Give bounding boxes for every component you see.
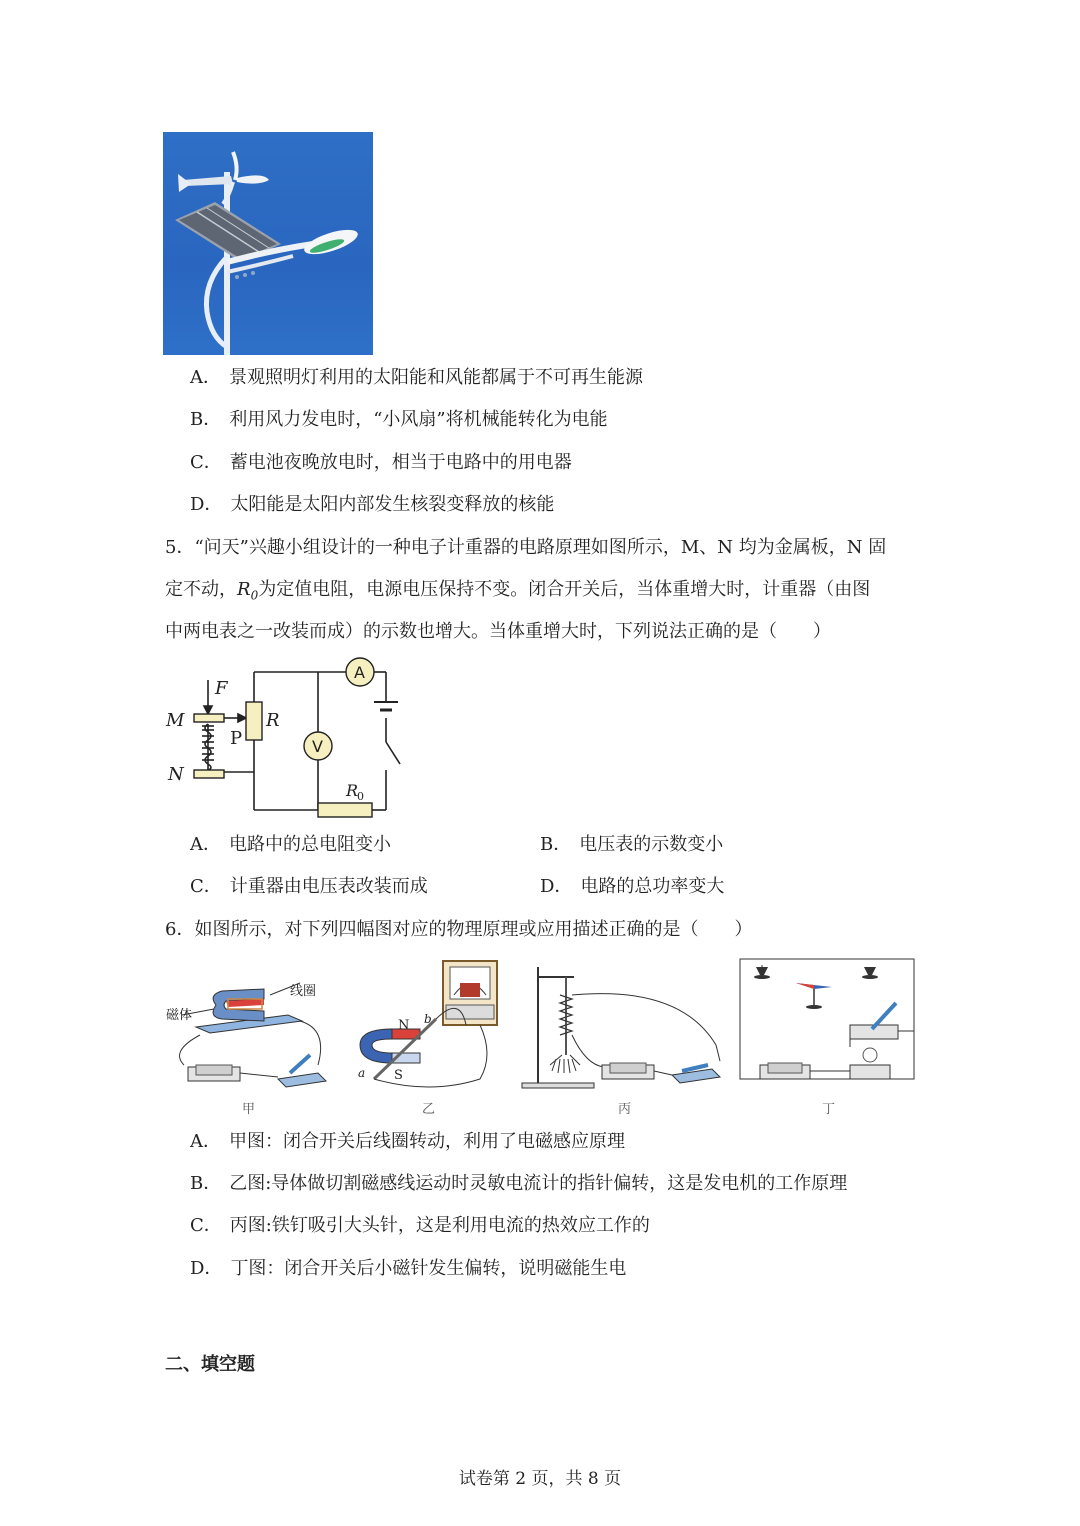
- q5-circuit-diagram: [160, 652, 420, 822]
- q4-option-b: [190, 408, 608, 432]
- panel-ding-label: 丁: [822, 1102, 836, 1117]
- resistor-r-label: R: [266, 710, 280, 731]
- option-key: A．: [190, 1131, 221, 1152]
- panel-yi: [358, 961, 497, 1117]
- q4-option-c: [190, 451, 572, 475]
- q6-option-d: [190, 1257, 626, 1281]
- q6-stem: 6．如图所示，对下列四幅图对应的物理原理或应用描述正确的是（ ）: [165, 919, 753, 940]
- page-footer: 试卷第 2 页，共 8 页: [458, 1469, 622, 1489]
- panel-jia-label: 甲: [242, 1102, 256, 1117]
- r0-subscript: 0: [250, 588, 259, 603]
- q5-option-b: [540, 833, 723, 857]
- q5-option-d: [540, 875, 724, 899]
- q6-option-b: [190, 1172, 847, 1196]
- option-text: 乙图:导体做切割磁感线运动时灵敏电流计的指针偏转，这是发电机的工作原理: [229, 1173, 848, 1194]
- panel-bing-label: 丙: [618, 1102, 632, 1117]
- coil-label: 线圈: [290, 984, 317, 999]
- slider-p-label: P: [230, 728, 243, 749]
- q5-stem-line1: 5．“问天”兴趣小组设计的一种电子计重器的电路原理如图所示，M、N 均为金属板，N 固: [165, 537, 887, 558]
- option-text: 景观照明灯利用的太阳能和风能都属于不可再生能源: [229, 367, 643, 388]
- option-key: D．: [190, 1258, 223, 1279]
- q6-four-panel-figure: [160, 955, 920, 1120]
- option-text: 电路的总功率变大: [580, 876, 725, 897]
- option-text: 丙图:铁钉吸引大头针，这是利用电流的热效应工作的: [229, 1215, 650, 1236]
- option-key: B．: [540, 834, 572, 855]
- option-text: 计重器由电压表改装而成: [229, 876, 428, 897]
- point-b-label: b: [424, 1012, 432, 1026]
- magnet-label: 磁体: [166, 1008, 193, 1023]
- voltmeter-label: V: [312, 737, 323, 756]
- stem-text: 为定值电阻，电源电压保持不变。闭合开关后，当体重增大时，计重器（由图: [258, 579, 871, 600]
- q5-option-a: [190, 833, 391, 857]
- resistor-r0-subscript: 0: [357, 790, 364, 803]
- point-a-label: a: [358, 1066, 366, 1080]
- option-key: A．: [190, 834, 221, 855]
- plate-m-label: M: [166, 710, 185, 731]
- option-key: A．: [190, 367, 221, 388]
- section-heading: 二、填空题: [165, 1354, 255, 1375]
- option-text: 丁图：闭合开关后小磁针发生偏转，说明磁能生电: [230, 1258, 627, 1279]
- panel-ding: [740, 959, 914, 1117]
- force-label: F: [215, 678, 228, 699]
- stem-text: 定不动，: [165, 579, 237, 600]
- street-lamp-photo: [163, 132, 373, 355]
- q4-option-a: [190, 366, 643, 390]
- resistor-r0-label: R: [346, 781, 359, 800]
- option-key: C．: [190, 876, 222, 897]
- ammeter-label: A: [354, 663, 365, 682]
- option-text: 电压表的示数变小: [579, 834, 724, 855]
- q6-option-c: [190, 1214, 650, 1238]
- option-text: 电路中的总电阻变小: [229, 834, 391, 855]
- option-key: B．: [190, 1173, 222, 1194]
- q6-option-a: [190, 1130, 625, 1154]
- option-text: 甲图：闭合开关后线圈转动，利用了电磁感应原理: [229, 1131, 625, 1152]
- option-key: D．: [540, 876, 573, 897]
- north-pole-label: N: [398, 1018, 410, 1033]
- option-text: 蓄电池夜晚放电时，相当于电路中的用电器: [229, 452, 572, 473]
- q5-stem-line3: 中两电表之一改装而成）的示数也增大。当体重增大时，下列说法正确的是（ ）: [165, 621, 831, 642]
- option-key: C．: [190, 452, 222, 473]
- r0-symbol: R: [237, 579, 251, 600]
- option-text: 太阳能是太阳内部发生核裂变释放的核能: [230, 494, 555, 515]
- q4-option-d: [190, 493, 554, 517]
- option-text: 利用风力发电时，“小风扇”将机械能转化为电能: [229, 409, 608, 430]
- south-pole-label: S: [394, 1068, 403, 1083]
- street-lamp-illustration: [163, 132, 373, 355]
- q5-stem-line2: [165, 578, 870, 608]
- option-key: B．: [190, 409, 222, 430]
- panel-yi-label: 乙: [422, 1102, 436, 1117]
- option-key: D．: [190, 494, 223, 515]
- panel-bing: [522, 967, 720, 1117]
- q5-option-c: [190, 875, 428, 899]
- option-key: C．: [190, 1215, 222, 1236]
- plate-n-label: N: [168, 764, 184, 785]
- panel-jia: [166, 983, 326, 1117]
